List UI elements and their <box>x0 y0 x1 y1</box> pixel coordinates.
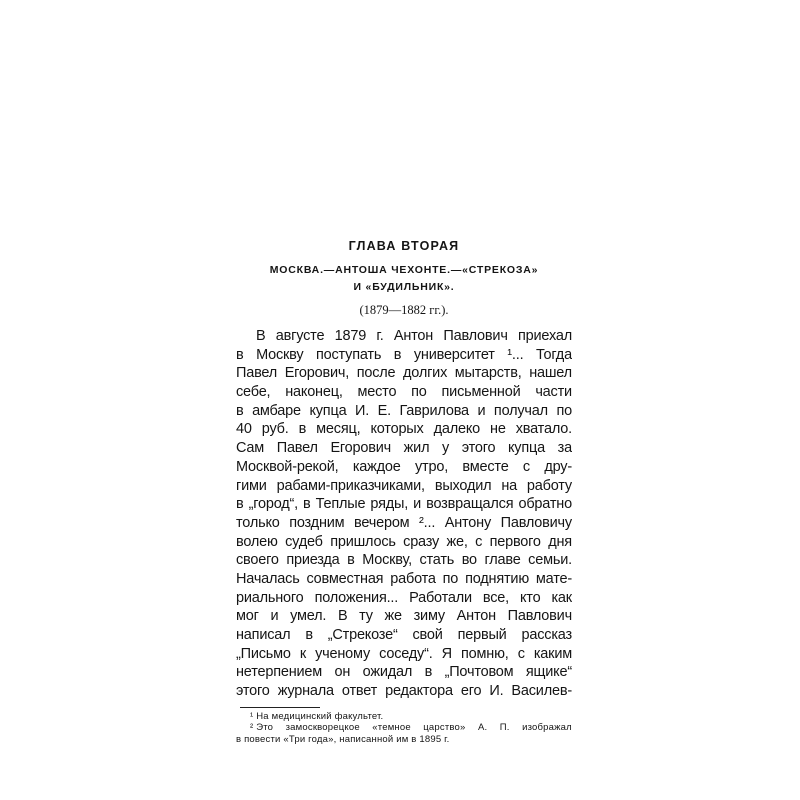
text-line <box>236 626 572 645</box>
word: дру- <box>544 458 572 475</box>
word: ряды, <box>370 496 409 513</box>
word: положения... <box>314 589 399 606</box>
word: хватало. <box>515 421 572 438</box>
text-line <box>236 645 572 664</box>
word: с <box>522 458 530 475</box>
word: помню, <box>461 645 509 662</box>
text-line <box>236 364 572 383</box>
word: нетерпением <box>236 664 323 681</box>
word: в <box>236 496 244 513</box>
word: „Почтовом <box>444 664 514 681</box>
text-line <box>236 420 572 439</box>
word: в <box>236 402 244 419</box>
word: умел. <box>290 608 327 625</box>
word: приехал <box>517 328 572 344</box>
word: Павлович <box>443 328 508 344</box>
word: сразу <box>403 533 440 550</box>
word: „город“, <box>248 496 298 513</box>
chapter-subtitle-line-2: И «БУДИЛЬНИК». <box>353 281 455 293</box>
word: же <box>384 608 402 625</box>
word: ту <box>359 608 373 625</box>
chapter-years: (1879—1882 гг.). <box>359 303 449 317</box>
word: в <box>424 664 433 681</box>
word: царство» <box>423 722 466 734</box>
word: журнала <box>277 683 334 700</box>
word: пришлось <box>330 533 396 550</box>
text-line <box>236 533 572 552</box>
word: Павел <box>236 365 278 382</box>
word: дня <box>548 533 572 550</box>
word: себе, <box>236 384 271 401</box>
word: зиму <box>413 608 445 625</box>
word: возвращался <box>426 496 514 513</box>
word: 1879 <box>334 328 367 344</box>
word: этого <box>461 440 496 457</box>
word: своего <box>236 552 279 569</box>
word: Е. <box>377 402 391 419</box>
word: которых <box>370 421 424 438</box>
word: риального <box>236 589 304 606</box>
word: Гаврилова <box>399 402 469 419</box>
text-line <box>236 439 572 458</box>
text-line <box>236 495 572 514</box>
word: мытарств, <box>454 365 522 382</box>
word: руб. <box>261 421 289 438</box>
text-line <box>236 551 572 570</box>
word: работу <box>526 477 572 494</box>
body-text <box>236 327 572 701</box>
word: замоскворецкое <box>285 722 360 734</box>
word: купца <box>508 440 545 457</box>
word: главе <box>484 552 521 569</box>
word: редактора <box>385 683 453 700</box>
word: его <box>460 683 482 700</box>
word: после <box>356 365 396 382</box>
book-page <box>236 238 572 745</box>
text-line <box>236 570 572 589</box>
word: все, <box>482 589 509 606</box>
text-line <box>236 383 572 402</box>
chapter-title: ГЛАВА ВТОРАЯ <box>348 239 460 253</box>
word: первый <box>457 627 507 643</box>
word: „Письмо <box>236 645 291 662</box>
word: по <box>411 384 427 401</box>
word: к <box>299 645 307 662</box>
word: части <box>535 384 572 401</box>
word: Теплые <box>315 496 366 513</box>
word: Антону <box>444 514 492 531</box>
word: по <box>442 570 459 587</box>
text-line <box>236 402 572 421</box>
word: на <box>501 477 517 494</box>
word: совместная <box>306 570 384 587</box>
chapter-subtitle <box>236 262 572 296</box>
text-line <box>236 682 572 701</box>
word: ²... <box>419 514 436 531</box>
word: написал <box>236 627 291 643</box>
word: амбаре <box>252 402 301 419</box>
word: вместе <box>462 458 509 475</box>
word: волею <box>236 533 278 550</box>
word: выходил <box>434 477 492 494</box>
word: поднятию <box>465 570 530 587</box>
word: в <box>303 496 311 513</box>
word: во <box>461 552 477 569</box>
footnote-2-line-2: в повести «Три года», написанной им в 1895 г. <box>236 733 450 745</box>
word: свой <box>412 627 443 643</box>
footnote-1: ¹ На медицинский факультет. <box>250 710 384 722</box>
word: и <box>413 496 422 513</box>
word: работа <box>390 570 436 587</box>
word: И. <box>354 402 370 419</box>
word: Началась <box>236 570 300 587</box>
word: Антон <box>456 608 496 625</box>
word: г. <box>376 328 384 344</box>
text-line <box>236 607 572 626</box>
word: Я <box>441 645 452 662</box>
word: обратно <box>518 496 572 513</box>
word: университет <box>413 346 495 363</box>
word: В <box>256 328 266 344</box>
word: Сам <box>236 440 265 457</box>
word: рассказ <box>521 627 572 643</box>
word: этого <box>236 683 270 700</box>
text-line <box>236 327 572 346</box>
word: получал <box>493 402 548 419</box>
text-line <box>236 589 572 608</box>
word: Василев- <box>511 683 572 700</box>
word: Москву, <box>362 552 412 569</box>
word: „Стрекозе“ <box>327 627 398 643</box>
word: с <box>475 533 483 550</box>
word: рабами-приказчиками, <box>276 477 425 494</box>
word: и <box>477 402 486 419</box>
word: П. <box>499 722 510 734</box>
text-line <box>236 514 572 533</box>
word: за <box>557 440 572 457</box>
word: Работали <box>409 589 472 606</box>
word: стать <box>419 552 455 569</box>
word: ¹... <box>507 346 524 363</box>
footnote-2-line-1 <box>236 722 572 734</box>
text-line <box>236 458 572 477</box>
word: соседу“. <box>379 645 433 662</box>
text-line <box>236 477 572 496</box>
word: Павловичу <box>500 514 572 531</box>
word: ответ <box>341 683 378 700</box>
word: в <box>347 552 355 569</box>
word: и <box>270 608 279 625</box>
word: ученому <box>315 645 371 662</box>
word: далеко <box>433 421 481 438</box>
word: жил <box>403 440 430 457</box>
word: в <box>298 421 307 438</box>
word: месяц, <box>316 421 361 438</box>
word: поступать <box>315 346 382 363</box>
footnote-rule <box>240 707 320 708</box>
word: не <box>490 421 506 438</box>
word: утро, <box>414 458 449 475</box>
word: в <box>393 346 402 363</box>
word: как <box>551 589 572 606</box>
word: мате- <box>535 570 572 587</box>
word: место <box>357 384 397 401</box>
word: вечером <box>354 514 410 531</box>
word: купца <box>309 402 347 419</box>
word: 40 <box>236 421 252 438</box>
word: Москву <box>256 346 304 363</box>
word: Егорович, <box>284 365 350 382</box>
word: мог <box>236 608 259 625</box>
word: И. <box>489 683 504 700</box>
word: каждое <box>352 458 401 475</box>
word: Егорович <box>330 440 392 457</box>
word: Тогда <box>535 346 572 363</box>
word: же, <box>446 533 468 550</box>
word: судеб <box>285 533 323 550</box>
word: В <box>337 608 348 625</box>
word: семьи. <box>528 552 572 569</box>
word: Москвой-рекой, <box>236 458 339 475</box>
word: приезда <box>286 552 340 569</box>
word: ящике“ <box>525 664 572 681</box>
word: он <box>334 664 351 681</box>
word: письменной <box>441 384 521 401</box>
word: в <box>236 346 244 363</box>
word: в <box>305 627 313 643</box>
word: долгих <box>403 365 448 382</box>
footnotes <box>236 711 572 746</box>
word: Павлович <box>507 608 572 625</box>
word: кто <box>520 589 541 606</box>
text-line <box>236 346 572 365</box>
word: нашел <box>529 365 572 382</box>
word: ² Это <box>250 722 274 734</box>
word: Антон <box>393 328 434 344</box>
word: изображал <box>522 722 572 734</box>
chapter-subtitle-line-1: МОСКВА.—АНТОША ЧЕХОНТЕ.—«СТРЕКОЗА» <box>269 264 539 276</box>
word: наконец, <box>285 384 343 401</box>
word: Павел <box>276 440 318 457</box>
word: с <box>517 645 525 662</box>
word: августе <box>275 328 325 344</box>
word: «темное <box>372 722 411 734</box>
word: только <box>236 514 280 531</box>
word: первого <box>489 533 541 550</box>
word: у <box>441 440 450 457</box>
word: каким <box>533 645 572 662</box>
word: по <box>556 402 572 419</box>
word: А. <box>477 722 488 734</box>
word: ожидал <box>362 664 413 681</box>
word: гими <box>236 477 267 494</box>
text-line <box>236 663 572 682</box>
word: поздним <box>289 514 345 531</box>
